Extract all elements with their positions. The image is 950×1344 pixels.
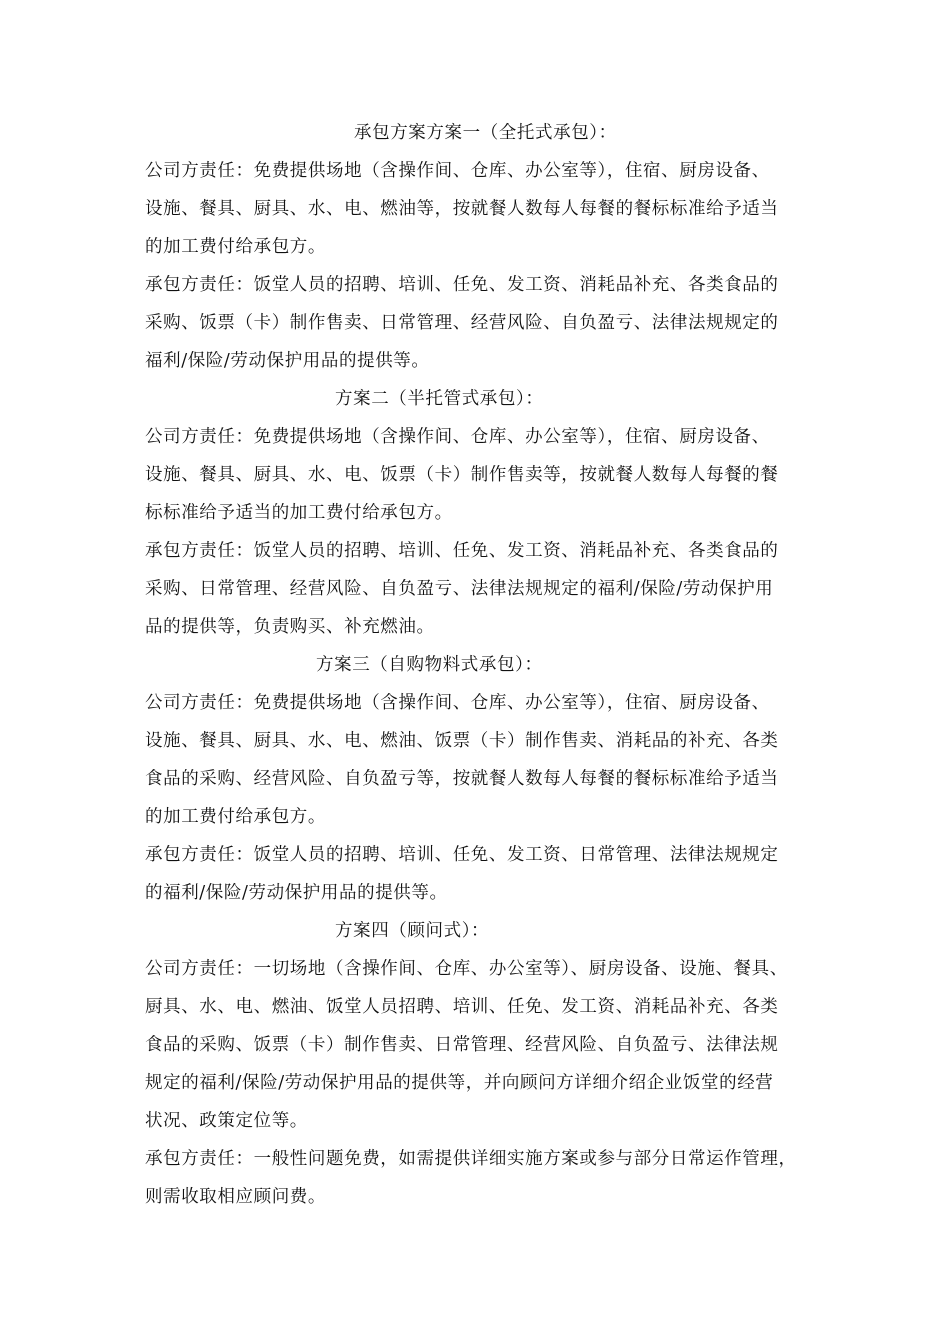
- contractor-responsibility-plan-2: [145, 532, 810, 646]
- section-title-plan-1: 承包方案方案一（全托式承包）：: [354, 123, 617, 143]
- text-line: 规定的福利/保险/劳动保护用品的提供等，并向顾问方详细介绍企业饭堂的经营: [145, 1073, 774, 1093]
- text-line: 设施、餐具、厨具、水、电、燃油、饭票（卡）制作售卖、消耗品的补充、各类: [145, 731, 779, 751]
- text-line: 公司方责任：免费提供场地（含操作间、仓库、办公室等），住宿、厨房设备、: [145, 427, 770, 447]
- text-line: 标标准给予适当的加工费付给承包方。: [145, 503, 453, 523]
- contractor-responsibility-plan-1: [145, 266, 810, 380]
- text-line: 的加工费付给承包方。: [145, 237, 326, 257]
- text-line: 承包方责任：饭堂人员的招聘、培训、任免、发工资、消耗品补充、各类食品的: [145, 275, 779, 295]
- text-line: 公司方责任：免费提供场地（含操作间、仓库、办公室等），住宿、厨房设备、: [145, 693, 770, 713]
- text-line: 设施、餐具、厨具、水、电、饭票（卡）制作售卖等，按就餐人数每人每餐的餐: [145, 465, 779, 485]
- company-responsibility-plan-3: [145, 684, 810, 836]
- text-line: 承包方责任：饭堂人员的招聘、培训、任免、发工资、消耗品补充、各类食品的: [145, 541, 779, 561]
- company-responsibility-plan-2: [145, 418, 810, 532]
- contractor-responsibility-plan-4: [145, 1140, 810, 1216]
- company-responsibility-plan-4: [145, 950, 810, 1140]
- company-responsibility-plan-1: [145, 152, 810, 266]
- section-title-plan-4: 方案四（顾问式）：: [335, 921, 490, 941]
- text-line: 福利/保险/劳动保护用品的提供等。: [145, 351, 430, 371]
- document-body: [145, 114, 810, 1216]
- text-line: 品的提供等，负责购买、补充燃油。: [145, 617, 435, 637]
- contractor-responsibility-plan-3: [145, 836, 810, 912]
- text-line: 的福利/保险/劳动保护用品的提供等。: [145, 883, 448, 903]
- section-title-plan-2: 方案二（半托管式承包）：: [335, 389, 544, 409]
- text-line: 的加工费付给承包方。: [145, 807, 326, 827]
- section-title-plan-3: 方案三（自购物料式承包）：: [316, 655, 543, 675]
- text-line: 采购、日常管理、经营风险、自负盈亏、法律法规规定的福利/保险/劳动保护用: [145, 579, 774, 599]
- text-line: 食品的采购、经营风险、自负盈亏等，按就餐人数每人每餐的餐标标准给予适当: [145, 769, 779, 789]
- text-line: 状况、政策定位等。: [145, 1111, 308, 1131]
- text-line: 公司方责任：一切场地（含操作间、仓库、办公室等）、厨房设备、设施、餐具、: [145, 959, 788, 979]
- text-line: 设施、餐具、厨具、水、电、燃油等，按就餐人数每人每餐的餐标标准给予适当: [145, 199, 779, 219]
- text-line: 厨具、水、电、燃油、饭堂人员招聘、培训、任免、发工资、消耗品补充、各类: [145, 997, 779, 1017]
- text-line: 公司方责任：免费提供场地（含操作间、仓库、办公室等），住宿、厨房设备、: [145, 161, 770, 181]
- text-line: 食品的采购、饭票（卡）制作售卖、日常管理、经营风险、自负盈亏、法律法规: [145, 1035, 779, 1055]
- text-line: 则需收取相应顾问费。: [145, 1187, 326, 1207]
- text-line: 承包方责任：饭堂人员的招聘、培训、任免、发工资、日常管理、法律法规规定: [145, 845, 779, 865]
- text-line: 采购、饭票（卡）制作售卖、日常管理、经营风险、自负盈亏、法律法规规定的: [145, 313, 779, 333]
- text-line: 承包方责任：一般性问题免费，如需提供详细实施方案或参与部分日常运作管理，: [145, 1149, 797, 1169]
